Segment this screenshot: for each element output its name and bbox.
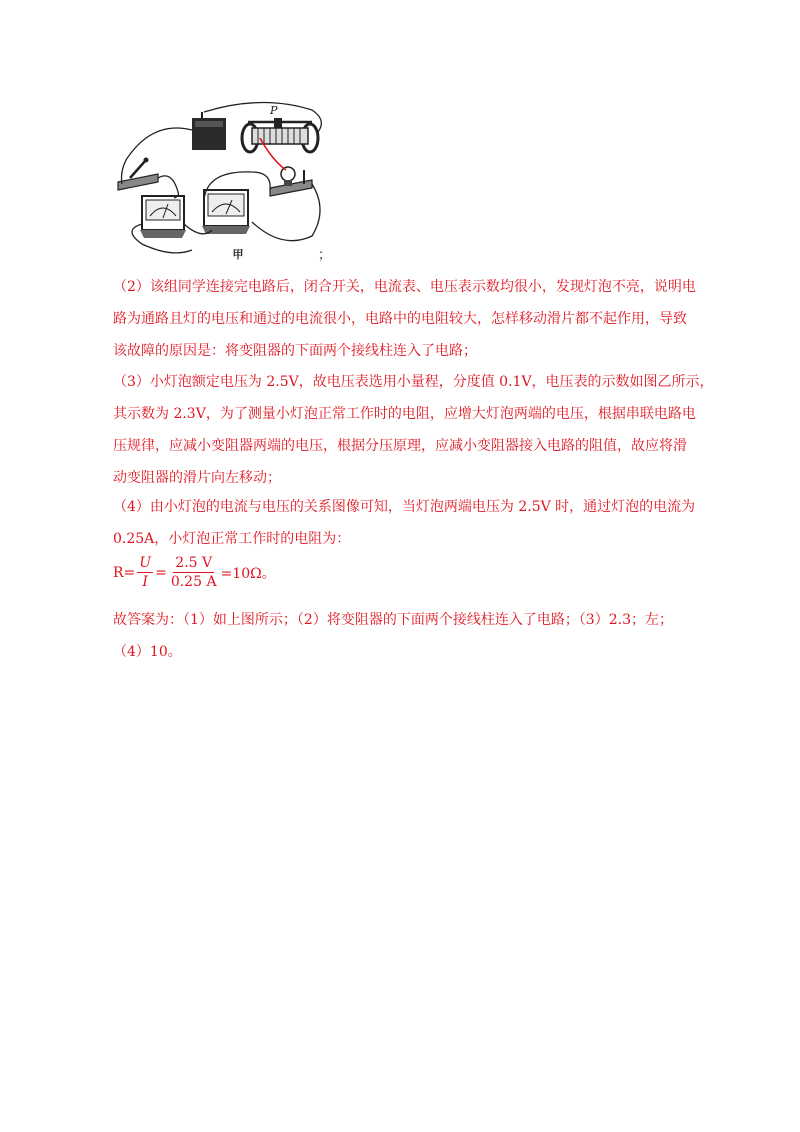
text-line: 压规律，应减小变阻器两端的电压，根据分压原理，应减小变阻器接入电路的阻值，故应将滑 bbox=[113, 438, 687, 454]
fraction-numerator: U bbox=[139, 555, 152, 571]
battery-icon bbox=[192, 112, 226, 150]
text-line: （3）小灯泡额定电压为 2.5V，故电压表选用小量程，分度值 0.1V，电压表的示数如图乙所示， bbox=[113, 374, 714, 390]
fraction-u-over-i bbox=[137, 555, 153, 591]
switch-icon bbox=[118, 158, 158, 191]
text-line: 动变阻器的滑片向左移动； bbox=[113, 470, 281, 486]
ammeter-icon bbox=[140, 196, 186, 238]
paragraph-4 bbox=[113, 491, 713, 555]
bulb-icon bbox=[270, 167, 312, 196]
voltmeter-icon bbox=[202, 190, 250, 234]
resistance-formula bbox=[113, 553, 276, 593]
text-line: （2）该组同学连接完电路后，闭合开关，电流表、电压表示数均很小，发现灯泡不亮，说明电 bbox=[113, 279, 696, 295]
paragraph-2 bbox=[113, 271, 713, 367]
fraction-denominator: 0.25 A bbox=[170, 574, 217, 590]
formula-result: =10Ω。 bbox=[220, 566, 276, 582]
fraction-denominator: I bbox=[142, 574, 148, 590]
circuit-diagram bbox=[112, 100, 337, 262]
rheostat-icon bbox=[242, 118, 318, 152]
formula-equals: = bbox=[155, 565, 167, 581]
text-line: 路为通路且灯的电压和通过的电流很小，电路中的电阻较大，怎样移动滑片都不起作用，导致 bbox=[113, 311, 687, 327]
fraction-values bbox=[169, 555, 219, 591]
circuit-figure bbox=[112, 100, 337, 262]
paragraph-3 bbox=[113, 366, 713, 494]
slider-label: P bbox=[270, 104, 278, 117]
figure-trailing-mark: ； bbox=[318, 248, 332, 263]
text-line: 故答案为：（1）如上图所示；（2）将变阻器的下面两个接线柱连入了电路；（3）2.3；左； bbox=[113, 612, 673, 628]
figure-caption: 甲 bbox=[232, 248, 244, 261]
text-line: （4）10。 bbox=[113, 644, 182, 660]
text-line: 该故障的原因是：将变阻器的下面两个接线柱连入了电路； bbox=[113, 343, 477, 359]
text-line: （4）由小灯泡的电流与电压的关系图像可知，当灯泡两端电压为 2.5V 时，通过灯泡的电流为 bbox=[113, 499, 696, 515]
answer-summary bbox=[113, 604, 713, 668]
formula-lhs: R= bbox=[113, 565, 136, 581]
text-line: 其示数为 2.3V，为了测量小灯泡正常工作时的电阻，应增大灯泡两端的电压，根据串联电路电 bbox=[113, 406, 696, 422]
fraction-numerator: 2.5 V bbox=[175, 555, 213, 571]
text-line: 0.25A，小灯泡正常工作时的电阻为： bbox=[113, 531, 351, 547]
